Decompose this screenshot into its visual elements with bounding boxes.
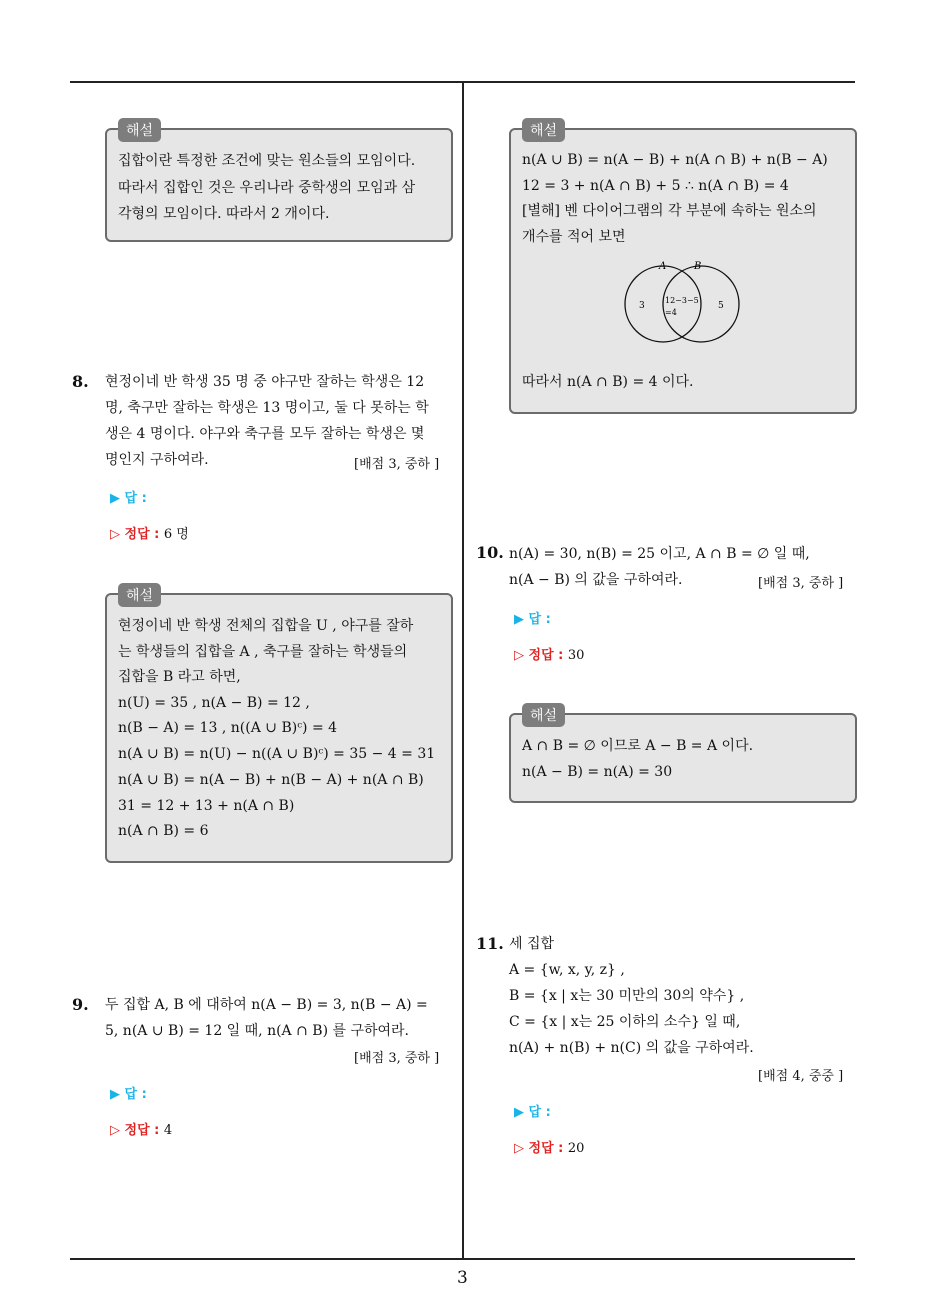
- explanation-line: 각형의 모임이다. 따라서 2 개이다.: [118, 206, 330, 222]
- correct-value: 30: [567, 648, 585, 663]
- explanation-tag: 해설: [118, 583, 161, 607]
- explanation-line: 는 학생들의 집합을 A , 축구를 잘하는 학생들의: [118, 644, 408, 660]
- venn-middle-count: 12−3−5: [665, 296, 699, 305]
- explanation-line: 31 = 12 + 13 + n(A ∩ B): [118, 798, 295, 814]
- page-number: 3: [457, 1268, 468, 1288]
- question-11-line: 세 집합: [509, 936, 555, 952]
- bottom-rule: [70, 1258, 855, 1260]
- venn-label-a: A: [659, 261, 667, 272]
- question-10-line: n(A) = 30, n(B) = 25 이고, A ∩ B = ∅ 일 때,: [509, 546, 810, 562]
- venn-middle-result: =4: [665, 308, 677, 317]
- explanation-line: n(A ∪ B) = n(U) − n((A ∪ B)ᶜ) = 35 − 4 = 31: [118, 746, 436, 762]
- venn-label-b: B: [694, 261, 702, 272]
- question-10-line: n(A − B) 의 값을 구하여라.: [509, 572, 683, 588]
- question-8-line: 명, 축구만 잘하는 학생은 13 명이고, 둘 다 못하는 학: [105, 400, 429, 416]
- explanation-line: 현정이네 반 학생 전체의 집합을 U , 야구를 잘하: [118, 618, 414, 634]
- answer-label-11[interactable]: ▶ 답 :: [514, 1105, 551, 1120]
- explanation-line: n(A − B) = n(A) = 30: [522, 764, 673, 780]
- venn-right-count: 5: [718, 301, 724, 311]
- question-11-score: [배점 4, 중중 ]: [758, 1069, 844, 1084]
- explanation-line: 집합이란 특정한 조건에 맞는 원소들의 모임이다.: [118, 153, 416, 169]
- question-8-line: 명인지 구하여라.: [105, 452, 209, 468]
- question-9-line: 5, n(A ∪ B) = 12 일 때, n(A ∩ B) 를 구하여라.: [105, 1023, 410, 1039]
- explanation-line: n(B − A) = 13 , n((A ∪ B)ᶜ) = 4: [118, 720, 338, 736]
- question-11-line: n(A) + n(B) + n(C) 의 값을 구하여라.: [509, 1040, 754, 1056]
- correct-value: 20: [567, 1141, 585, 1156]
- explanation-line: n(A ∩ B) = 6: [118, 823, 209, 839]
- question-8-score: [배점 3, 중하 ]: [354, 457, 440, 472]
- venn-left-count: 3: [639, 301, 645, 311]
- question-11-line: A = {w, x, y, z} ,: [509, 962, 625, 978]
- correct-value: 4: [163, 1123, 173, 1138]
- explanation-line: 집합을 B 라고 하면,: [118, 669, 241, 685]
- explanation-tag: 해설: [522, 703, 565, 727]
- correct-label: ▷ 정답 :: [110, 527, 160, 542]
- correct-label: ▷ 정답 :: [514, 1141, 564, 1156]
- explanation-line: [별해] 벤 다이어그램의 각 부분에 속하는 원소의: [522, 203, 817, 219]
- correct-value: 6 명: [163, 527, 189, 542]
- venn-diagram: [615, 258, 755, 350]
- explanation-line: n(U) = 35 , n(A − B) = 12 ,: [118, 695, 310, 711]
- question-11-line: C = {x | x는 25 이하의 소수} 일 때,: [509, 1014, 741, 1030]
- explanation-line: n(A ∪ B) = n(A − B) + n(B − A) + n(A ∩ B): [118, 772, 424, 788]
- explanation-line: n(A ∪ B) = n(A − B) + n(A ∩ B) + n(B − A): [522, 152, 828, 168]
- correct-label: ▷ 정답 :: [514, 648, 564, 663]
- answer-label-10[interactable]: ▶ 답 :: [514, 612, 551, 627]
- question-10-score: [배점 3, 중하 ]: [758, 576, 844, 591]
- explanation-tag: 해설: [522, 118, 565, 142]
- correct-label: ▷ 정답 :: [110, 1123, 160, 1138]
- question-9-score: [배점 3, 중하 ]: [354, 1051, 440, 1066]
- question-number-9: 9.: [72, 995, 89, 1014]
- explanation-line: 개수를 적어 보면: [522, 229, 626, 245]
- question-number-11: 11.: [476, 934, 504, 953]
- explanation-line: A ∩ B = ∅ 이므로 A − B = A 이다.: [522, 738, 754, 754]
- correct-answer-9: [110, 1119, 172, 1138]
- correct-answer-10: [514, 644, 584, 663]
- question-8-line: 현정이네 반 학생 35 명 중 야구만 잘하는 학생은 12: [105, 374, 425, 390]
- answer-label-8[interactable]: ▶ 답 :: [110, 491, 147, 506]
- question-9-line: 두 집합 A, B 에 대하여 n(A − B) = 3, n(B − A) =: [105, 997, 428, 1013]
- column-divider: [462, 82, 464, 1258]
- explanation-conclusion: 따라서 n(A ∩ B) = 4 이다.: [522, 374, 694, 390]
- answer-label-9[interactable]: ▶ 답 :: [110, 1087, 147, 1102]
- explanation-line: 따라서 집합인 것은 우리나라 중학생의 모임과 삼: [118, 180, 416, 196]
- question-number-8: 8.: [72, 372, 89, 391]
- correct-answer-11: [514, 1137, 584, 1156]
- question-number-10: 10.: [476, 543, 504, 562]
- question-11-line: B = {x | x는 30 미만의 30의 약수} ,: [509, 988, 745, 1004]
- explanation-tag: 해설: [118, 118, 161, 142]
- question-8-line: 생은 4 명이다. 야구와 축구를 모두 잘하는 학생은 몇: [105, 426, 425, 442]
- explanation-line: 12 = 3 + n(A ∩ B) + 5 ∴ n(A ∩ B) = 4: [522, 178, 789, 194]
- correct-answer-8: [110, 523, 189, 542]
